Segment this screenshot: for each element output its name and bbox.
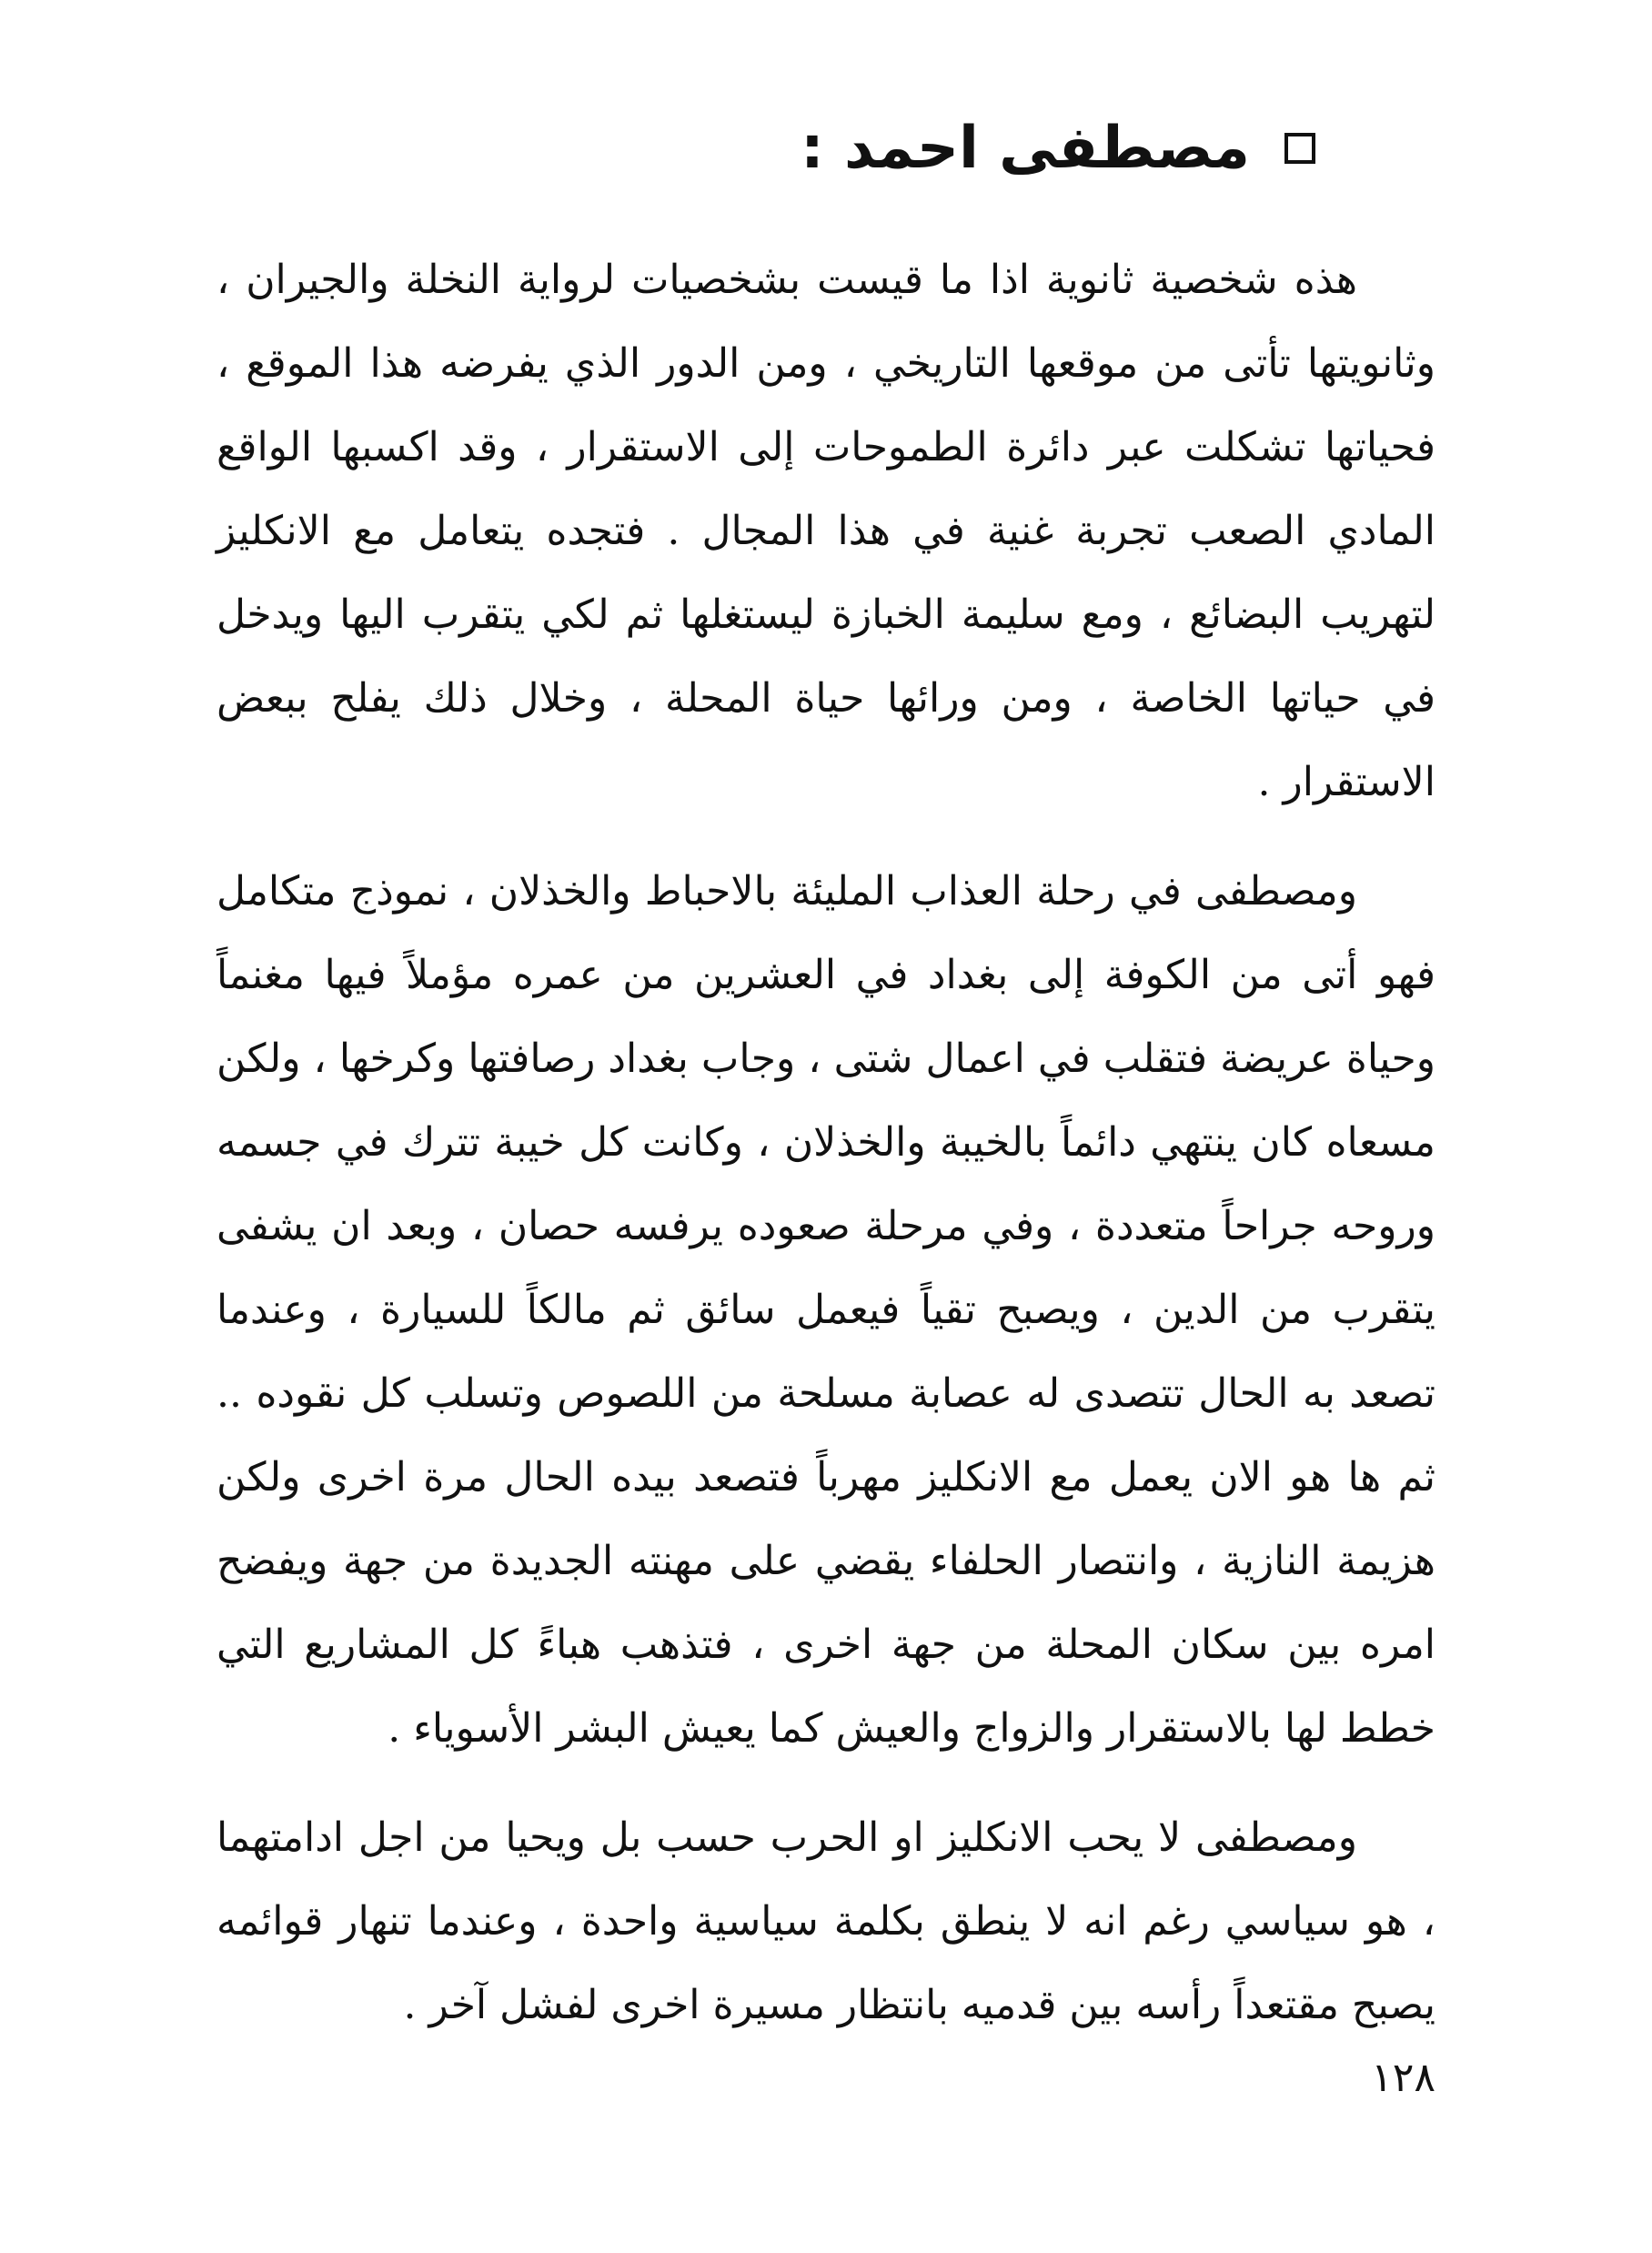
paragraph-1: هذه شخصية ثانوية اذا ما قيست بشخصيات لرواية النخلة والجيران ، وثانويتها تأتى من موقعها التاريخي ، ومن الدور الذي يفرضه هذا الموقع ، فحياتها تشكلت عبر دائرة الطموحات إلى الاستقرار ، وقد اكسبها الواقع المادي الصعب تجربة غنية في هذا المجال . فتجده يتعامل مع الانكليز لتهريب البضائع ، ومع سليمة الخبازة ليستغلها ثم لكي يتقرب اليها ويدخل في حياتها الخاصة ، ومن ورائها حياة المحلة ، وخلال ذلك يفلح ببعض الاستقرار . [217,257,1435,805]
paragraph-3: ومصطفى لا يحب الانكليز او الحرب حسب بل ويحيا من اجل ادامتهما ، هو سياسي رغم انه لا ينطق بكلمة سياسية واحدة ، وعندما تنهار قوائمه يصبح مقتعداً رأسه بين قدميه بانتظار مسيرة اخرى لفشل آخر . [217,1814,1435,2028]
body-text [217,238,1435,2073]
section-heading [224,107,1315,189]
square-bullet-icon [1284,133,1315,164]
paragraph-2: ومصطفى في رحلة العذاب المليئة بالاحباط والخذلان ، نموذج متكامل فهو أتى من الكوفة إلى بغداد في العشرين من عمره مؤملاً فيها مغنماً وحياة عريضة فتقلب في اعمال شتى ، وجاب بغداد رصافتها وكرخها ، ولكن مسعاه كان ينتهي دائماً بالخيبة والخذلان ، وكانت كل خيبة تترك في جسمه وروحه جراحاً متعددة ، وفي مرحلة صعوده يرفسه حصان ، وبعد ان يشفى يتقرب من الدين ، ويصبح تقياً فيعمل سائق ثم مالكاً للسيارة ، وعندما تصعد به الحال تتصدى له عصابة مسلحة من اللصوص وتسلب كل نقوده .. ثم ها هو الان يعمل مع الانكليز مهرباً فتصعد بيده الحال مرة اخرى ولكن هزيمة النازية ، وانتصار الحلفاء يقضي على مهنته الجديدة من جهة ويفضح امره بين سكان المحلة من جهة اخرى ، فتذهب هباءً كل المشاريع التي خطط لها بالاستقرار والزواج والعيش كما يعيش البشر الأسوياء . [217,868,1435,1752]
page-number: ١٢٨ [1371,2055,1435,2101]
heading-title: مصطفى احمد : [801,115,1250,182]
